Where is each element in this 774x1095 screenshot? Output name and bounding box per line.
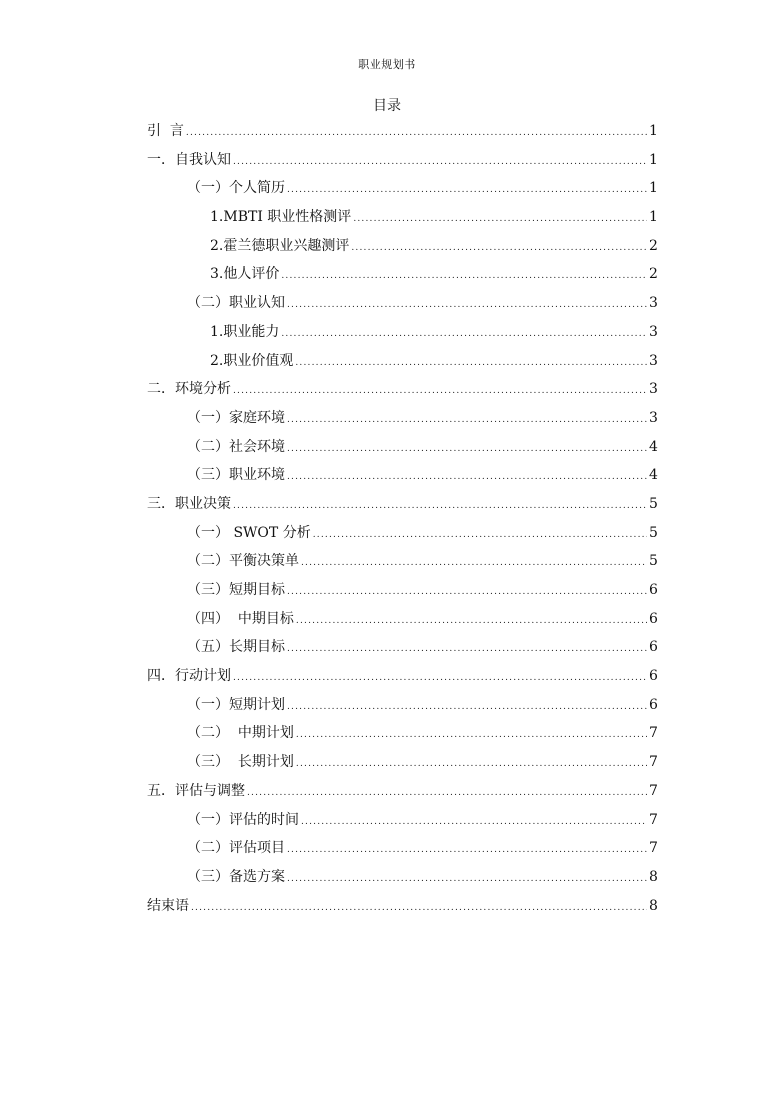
toc-entry-page-number: 3 [649,323,658,340]
toc-title: 目录 [373,98,401,114]
toc-entry[interactable] [147,117,657,146]
toc-entry-page-number: 6 [649,696,658,713]
toc-entry-label: 2.职业价值观 [210,352,294,369]
toc-leader-dots [301,808,647,837]
toc-entry-label: 引 言 [147,123,184,139]
toc-entry[interactable] [147,519,657,548]
toc-entry-label: （三）职业环境 [187,467,285,484]
toc-entry-label: （五）长期目标 [187,639,285,656]
toc-entry-page-number: 2 [649,237,658,254]
toc-leader-dots [296,607,647,636]
toc-leader-dots [296,750,647,779]
toc-entry-label: （二）平衡决策单 [187,553,299,570]
toc-leader-dots [287,836,647,865]
toc-entry[interactable] [147,605,657,634]
toc-entry-page-number: 3 [649,381,658,398]
toc-leader-dots [233,148,647,177]
toc-entry[interactable] [147,633,657,662]
toc-entry-page-number: 7 [649,725,658,742]
toc-entry-label: 五．评估与调整 [147,782,245,799]
toc-entry[interactable] [147,547,657,576]
toc-entry-page-number: 5 [649,495,658,512]
toc-entry[interactable] [147,806,657,835]
toc-entry-page-number: 8 [649,897,658,914]
toc-entry[interactable] [147,719,657,748]
toc-entry-page-number: 6 [649,668,658,685]
toc-leader-dots [281,262,647,291]
toc-entry-label: （三） 长期计划 [187,754,294,771]
toc-entry-page-number: 6 [649,582,658,598]
toc-leader-dots [233,492,647,521]
toc-leader-dots [191,894,647,923]
toc-leader-dots [295,349,647,378]
toc-entry-page-number: 5 [649,524,658,541]
toc-leader-dots [233,377,647,406]
toc-entry-label: （一）短期计划 [187,696,285,713]
toc-leader-dots [233,664,647,693]
toc-entry-page-number: 3 [649,352,658,369]
toc-entry[interactable] [147,404,657,433]
toc-entry[interactable] [147,232,657,261]
toc-leader-dots [287,291,647,320]
toc-entry-label: 2.霍兰德职业兴趣测评 [210,237,350,254]
toc-entry-label: （二）社会环境 [187,438,285,455]
toc-entry[interactable] [147,146,657,175]
toc-leader-dots [287,865,647,894]
toc-leader-dots [287,635,647,664]
toc-entry-label: （三）备选方案 [187,868,285,885]
toc-leader-dots [301,549,647,578]
toc-entry-page-number: 1 [649,151,658,168]
toc-entry-label: 1.MBTI 职业性格测评 [210,209,352,226]
toc-entry[interactable] [147,777,657,806]
toc-entry[interactable] [147,289,657,318]
toc-entry[interactable] [147,174,657,203]
toc-leader-dots [281,320,647,349]
toc-entry-page-number: 2 [649,266,658,283]
toc-entry-page-number: 8 [649,868,658,885]
toc-entry[interactable] [147,892,657,921]
toc-entry-page-number: 6 [649,639,658,656]
toc-entry-page-number: 1 [649,123,658,139]
toc-entry-page-number: 7 [649,754,658,771]
toc-entry-label: （一）个人简历 [187,180,285,197]
toc-leader-dots [186,119,647,148]
toc-entry-page-number: 3 [649,409,658,426]
toc-entry-page-number: 1 [649,180,658,197]
toc-entry-page-number: 3 [649,295,658,312]
toc-entry-page-number: 1 [649,209,658,226]
toc-leader-dots [313,521,647,550]
toc-entry-label: （一） SWOT 分析 [187,524,311,541]
toc-entry[interactable] [147,203,657,232]
toc-leader-dots [287,578,647,607]
toc-entry-label: 二．环境分析 [147,381,231,398]
toc-entry[interactable] [147,375,657,404]
toc-entry-label: （二）评估项目 [187,840,285,857]
toc-leader-dots [287,176,647,205]
toc-entry[interactable] [147,576,657,605]
toc-entry-label: 三．职业决策 [147,495,231,512]
toc-entry[interactable] [147,834,657,863]
toc-entry-label: （一）家庭环境 [187,409,285,426]
toc-entry-label: 1.职业能力 [210,323,280,340]
toc-entry[interactable] [147,863,657,892]
toc-leader-dots [287,463,647,492]
toc-entry-label: 结束语 [147,897,189,914]
toc-entry[interactable] [147,662,657,691]
toc-entry-page-number: 7 [649,840,658,857]
toc-leader-dots [353,205,647,234]
toc-entry-label: 一．自我认知 [147,151,231,168]
toc-entry-label: （二） 中期计划 [187,725,294,742]
toc-entry-label: 四．行动计划 [147,668,231,685]
toc-entry-page-number: 4 [649,467,658,484]
toc-entry-page-number: 5 [649,553,658,570]
toc-entry[interactable] [147,347,657,376]
toc-entry-page-number: 4 [649,438,658,455]
toc-entry-label: （四） 中期目标 [187,610,294,627]
toc-entry[interactable] [147,691,657,720]
toc-leader-dots [247,779,647,808]
toc-entry-page-number: 7 [649,782,658,799]
toc-entry-label: （二）职业认知 [187,295,285,312]
toc-leader-dots [287,435,647,464]
toc-leader-dots [287,406,647,435]
toc-leader-dots [287,693,647,722]
toc-entry[interactable] [147,318,657,347]
toc-entry-label: （三）短期目标 [187,582,285,598]
toc-entry[interactable] [147,748,657,777]
toc-entry-label: 3.他人评价 [210,266,280,283]
toc-entry[interactable] [147,433,657,462]
toc-leader-dots [351,234,647,263]
table-of-contents [147,117,657,920]
toc-entry[interactable] [147,260,657,289]
toc-entry[interactable] [147,490,657,519]
toc-entry-page-number: 6 [649,610,658,627]
toc-entry-label: （一）评估的时间 [187,811,299,828]
toc-entry[interactable] [147,461,657,490]
document-header: 职业规划书 [358,58,416,71]
toc-leader-dots [296,721,647,750]
toc-entry-page-number: 7 [649,811,658,828]
